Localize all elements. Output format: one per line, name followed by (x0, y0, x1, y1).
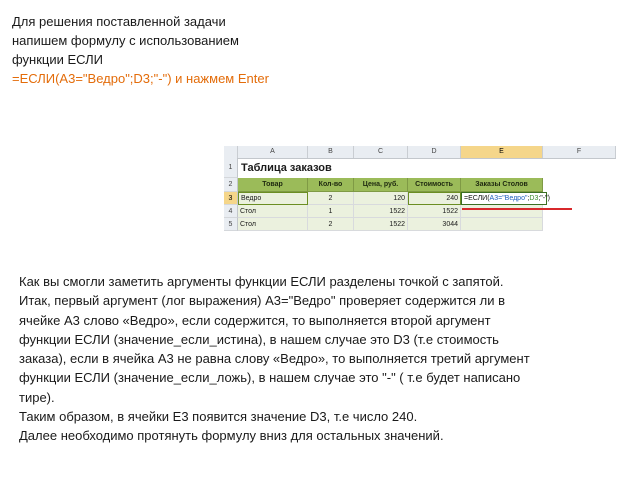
explanation-line: заказа), если в ячейка A3 не равна слову «Ведро», то выполняется третий аргумент (19, 351, 530, 367)
row-header-4[interactable]: 4 (224, 205, 238, 218)
column-header-b[interactable]: B (308, 146, 354, 158)
cell-a5[interactable]: Стол (238, 218, 308, 231)
cell-c5[interactable]: 1522 (354, 218, 408, 231)
red-underline-annotation (462, 208, 572, 210)
column-header-e[interactable]: E (461, 146, 543, 158)
header-cell-orders[interactable]: Заказы Столов (461, 178, 543, 192)
cell-d5[interactable]: 3044 (408, 218, 461, 231)
formula-suffix: ;"-") (538, 195, 550, 202)
formula-arg2: D3 (529, 195, 539, 202)
intro-line: напишем формулу с использованием (12, 33, 239, 48)
explanation-line: Далее необходимо протянуть формулу вниз для остальных значений. (19, 428, 444, 444)
header-cell-item[interactable]: Товар (238, 178, 308, 192)
column-header-f[interactable]: F (543, 146, 616, 158)
explanation-line: Как вы смогли заметить аргументы функции ЕСЛИ разделены точкой с запятой. (19, 274, 504, 289)
header-cell-qty[interactable]: Кол-во (308, 178, 354, 192)
intro-text (12, 12, 332, 88)
cell-b4[interactable]: 1 (308, 205, 354, 218)
spreadsheet-screenshot (224, 146, 616, 251)
explanation-line: функции ЕСЛИ (значение_если_ложь), в нашем случае это "-" ( т.е будет написано (19, 370, 521, 386)
formula-separator: ; (527, 195, 530, 202)
intro-formula: =ЕСЛИ(A3="Ведро";D3;"-") и нажмем Enter (12, 71, 269, 86)
column-header-d[interactable]: D (408, 146, 461, 158)
explanation-line: ячейке A3 слово «Ведро», если содержится, то выполняется второй аргумент (19, 312, 491, 328)
column-header-c[interactable]: C (354, 146, 408, 158)
cell-e3-formula-editor[interactable] (461, 192, 550, 205)
explanation-line: Таким образом, в ячейки E3 появится значение D3, т.е число 240. (19, 409, 418, 425)
formula-arg1: A3="Ведро" (489, 195, 528, 202)
select-all-corner[interactable] (224, 146, 238, 158)
cell-e4[interactable] (461, 205, 543, 218)
cell-c3[interactable]: 120 (354, 192, 408, 205)
cell-d3[interactable]: 240 (408, 192, 461, 205)
sheet-title[interactable]: Таблица заказов (241, 162, 332, 174)
explanation-text (19, 272, 619, 446)
header-cell-cost[interactable]: Стоимость (408, 178, 461, 192)
explanation-line: функции ЕСЛИ (значение_если_истина), в нашем случае это D3 (т.е стоимость (19, 331, 499, 347)
row-header-3[interactable]: 3 (224, 192, 238, 205)
cell-b5[interactable]: 2 (308, 218, 354, 231)
cell-d4[interactable]: 1522 (408, 205, 461, 218)
row-header-2[interactable]: 2 (224, 178, 238, 192)
header-cell-price[interactable]: Цена, руб. (354, 178, 408, 192)
explanation-line: тире). (19, 389, 55, 405)
row-header-5[interactable]: 5 (224, 218, 238, 231)
intro-line: Для решения поставленной задачи (12, 14, 226, 29)
cell-c4[interactable]: 1522 (354, 205, 408, 218)
cell-b3[interactable]: 2 (308, 192, 354, 205)
explanation-line: Итак, первый аргумент (лог выражения) A3="Ведро" проверяет содержится ли в (19, 293, 505, 309)
column-header-a[interactable]: A (238, 146, 308, 158)
intro-line: функции ЕСЛИ (12, 52, 103, 67)
cell-e5[interactable] (461, 218, 543, 231)
cell-a3[interactable]: Ведро (238, 192, 308, 205)
formula-prefix: =ЕСЛИ( (464, 195, 490, 202)
row-header-1[interactable]: 1 (224, 158, 238, 178)
cell-a4[interactable]: Стол (238, 205, 308, 218)
